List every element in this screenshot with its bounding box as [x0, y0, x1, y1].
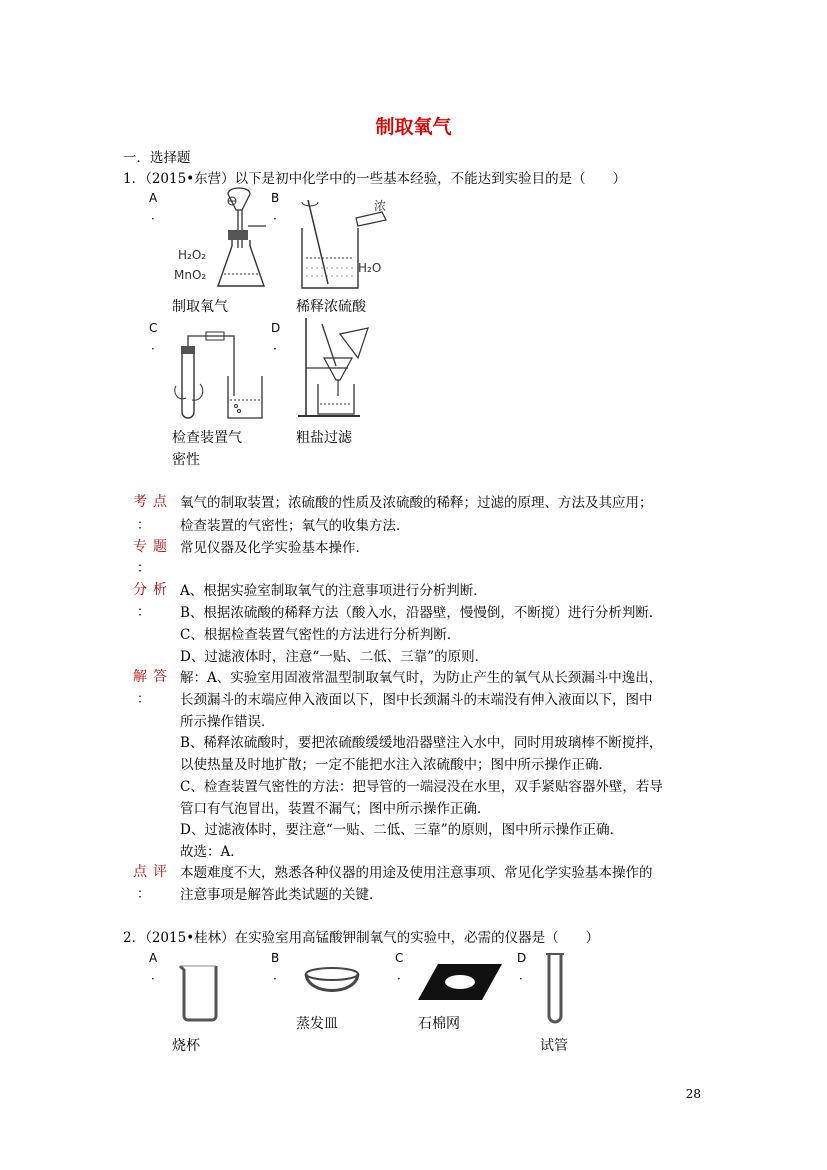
- q1-option-a-letter: A: [149, 191, 158, 205]
- q1-option-c-letter: C: [149, 321, 158, 335]
- kaodian-line-2: 检查装置的气密性；氧气的收集方法．: [180, 518, 410, 534]
- q2-option-c-caption: 石棉网: [418, 1016, 460, 1032]
- q1-option-d-caption: 粗盐过滤: [296, 430, 352, 446]
- jieda-line-8: D、过滤液体时，要注意“一贴、二低、三靠”的原则，图中所示操作正确．: [180, 822, 624, 838]
- q1-option-d-dot: ·: [273, 342, 277, 356]
- dianping-line-2: 注意事项是解答此类试题的关键．: [180, 887, 383, 903]
- q2-option-a-dot: ·: [151, 972, 155, 986]
- q1-option-d-letter: D: [271, 321, 281, 335]
- fenxi-line-3: C、根据检查装置气密性的方法进行分析判断．: [180, 627, 461, 643]
- page-number: 28: [685, 1087, 701, 1101]
- zhuanti-text: 常见仪器及化学实验基本操作．: [180, 540, 369, 556]
- jieda-line-2: 长颈漏斗的末端应伸入液面以下，图中长颈漏斗的末端没有伸入液面以下，图中: [180, 692, 653, 708]
- jieda-colon: ：: [137, 692, 151, 707]
- dilute-acid-figure: [296, 188, 392, 296]
- dianping-colon: ：: [137, 887, 151, 902]
- q2-option-d-caption: 试管: [540, 1038, 568, 1054]
- jieda-line-4: B、稀释浓硫酸时，要把浓硫酸缓缓地沿器壁注入水中，同时用玻璃棒不断搅拌，: [180, 735, 663, 751]
- q2-option-b-caption: 蒸发皿: [296, 1016, 338, 1032]
- q2-option-b-letter: B: [271, 951, 280, 965]
- section-heading: 一．选择题: [123, 150, 191, 166]
- q2-option-a-caption: 烧杯: [172, 1038, 200, 1054]
- jieda-line-1: 解：A、实验室用固液常温型制取氧气时，为防止产生的氧气从长颈漏斗中逸出，: [180, 670, 663, 686]
- kaodian-line-1: 氧气的制取装置；浓硫酸的性质及浓硫酸的稀释；过滤的原理、方法及其应用；: [180, 495, 653, 511]
- asbestos-gauze-icon: [418, 962, 504, 1004]
- fenxi-colon: ：: [137, 605, 151, 620]
- q1-option-a-caption: 制取氧气: [172, 299, 228, 315]
- jieda-line-3: 所示操作错误．: [180, 714, 275, 730]
- q2-option-d-dot: ·: [519, 972, 523, 986]
- q2-option-c-dot: ·: [397, 972, 401, 986]
- jieda-label: 解答: [133, 669, 173, 685]
- fenxi-line-1: A、根据实验室制取氧气的注意事项进行分析判断．: [180, 583, 487, 599]
- q1-option-c-caption-line2: 密性: [172, 452, 200, 468]
- jieda-line-5: 以使热量及时地扩散；一定不能把水注入浓硫酸中；图中所示操作正确．: [180, 757, 612, 773]
- q1-option-b-dot: ·: [273, 212, 277, 226]
- jieda-line-7: 管口有气泡冒出，装置不漏气；图中所示操作正确．: [180, 801, 491, 817]
- zhuanti-colon: ：: [137, 561, 151, 576]
- q1-option-a-dot: ·: [151, 212, 155, 226]
- dianping-label: 点评: [133, 864, 173, 880]
- fenxi-label: 分析: [133, 582, 173, 598]
- test-tube-icon: [540, 950, 570, 1030]
- question-2-stem: 2．（2015•桂林）在实验室用高锰酸钾制氧气的实验中，必需的仪器是（ ）: [123, 930, 600, 946]
- fenxi-line-2: B、根据浓硫酸的稀释方法（酸入水，沿器壁，慢慢倒，不断搅）进行分析判断．: [180, 605, 663, 621]
- beaker-icon: [172, 958, 228, 1028]
- q1-option-c-dot: ·: [151, 342, 155, 356]
- kaodian-colon: ：: [137, 518, 151, 533]
- zhuanti-label: 专题: [133, 539, 173, 555]
- concentrated-label: 浓: [374, 199, 387, 213]
- jieda-line-9: 故选：A．: [180, 844, 244, 860]
- q2-option-a-letter: A: [149, 951, 158, 965]
- h2o2-label: H₂O₂: [178, 248, 207, 262]
- question-1-stem: 1．（2015•东营）以下是初中化学中的一些基本经验，不能达到实验目的是（ ）: [123, 171, 627, 187]
- q1-option-b-caption: 稀释浓硫酸: [296, 299, 366, 315]
- filtration-figure: [296, 318, 392, 422]
- page-title: 制取氧气: [375, 116, 452, 138]
- q2-option-c-letter: C: [395, 951, 404, 965]
- h2o-label: H₂O: [358, 261, 382, 275]
- mno2-label: MnO₂: [174, 268, 207, 282]
- dianping-line-1: 本题难度不大，熟悉各种仪器的用途及使用注意事项、常见化学实验基本操作的: [180, 865, 653, 881]
- oxygen-apparatus-figure: [172, 186, 268, 298]
- q2-option-d-letter: D: [517, 951, 527, 965]
- q2-option-b-dot: ·: [273, 972, 277, 986]
- airtightness-figure: [172, 326, 268, 422]
- q1-option-b-letter: B: [271, 191, 280, 205]
- jieda-line-6: C、检查装置气密性的方法：把导管的一端浸没在水里，双手紧贴容器外壁，若导: [180, 779, 663, 795]
- evaporating-dish-icon: [296, 962, 368, 1006]
- q1-option-c-caption-line1: 检查装置气: [172, 430, 242, 446]
- kaodian-label: 考点: [133, 494, 173, 510]
- fenxi-line-4: D、过滤液体时，注意“一贴、二低、三靠”的原则．: [180, 649, 489, 665]
